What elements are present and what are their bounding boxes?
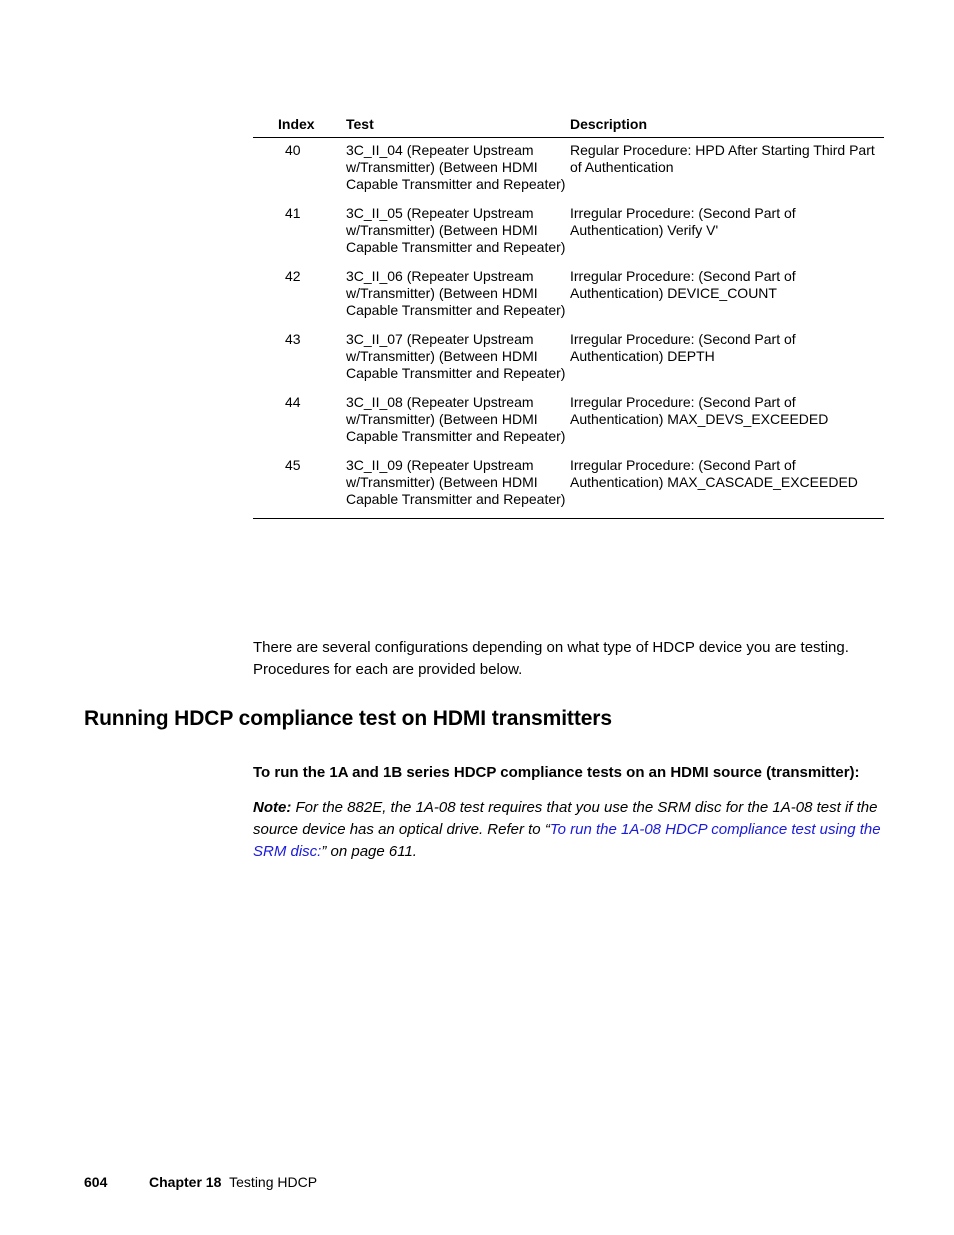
row-index: 40	[285, 142, 301, 158]
row-index: 45	[253, 457, 346, 519]
table-row	[253, 268, 884, 331]
test-table-container	[253, 114, 884, 519]
intro-paragraph: There are several configurations depending on what type of HDCP device you are testing. Procedures for each are provided below.	[253, 639, 849, 678]
row-index: 44	[285, 394, 301, 410]
chapter-title: Testing HDCP	[229, 1174, 318, 1190]
row-test: 3C_II_07 (Repeater Upstream w/Transmitter) (Between HDMI Capable Transmitter and Repeater)	[346, 331, 566, 381]
note-text-before: For the 882E, the 1A-08 test requires that you use the SRM disc for the 1A-08 test if the source device has an optical drive. Refer to “	[253, 799, 878, 838]
table-row	[253, 394, 884, 457]
row-test: 3C_II_04 (Repeater Upstream w/Transmitter) (Between HDMI Capable Transmitter and Repeater)	[346, 142, 566, 192]
table-row	[253, 331, 884, 394]
row-test: 3C_II_06 (Repeater Upstream w/Transmitter) (Between HDMI Capable Transmitter and Repeater)	[346, 268, 566, 318]
row-description: Irregular Procedure: (Second Part of Authentication) DEVICE_COUNT	[570, 268, 796, 301]
procedure-heading: To run the 1A and 1B series HDCP compliance tests on an HDMI source (transmitter):	[253, 764, 860, 781]
table-row	[253, 457, 884, 519]
header-description: Description	[570, 114, 884, 138]
row-test: 3C_II_08 (Repeater Upstream w/Transmitter) (Between HDMI Capable Transmitter and Repeater)	[346, 394, 566, 444]
note-label: Note:	[253, 799, 292, 816]
header-index: Index	[253, 114, 346, 138]
row-test: 3C_II_05 (Repeater Upstream w/Transmitter) (Between HDMI Capable Transmitter and Repeater)	[346, 205, 566, 255]
note-paragraph	[253, 797, 883, 863]
row-description: Regular Procedure: HPD After Starting Third Part of Authentication	[570, 142, 875, 175]
cross-reference-link[interactable]: To run the 1A-08 HDCP compliance test using the SRM disc:	[253, 821, 881, 860]
row-description: Irregular Procedure: (Second Part of Authentication) DEPTH	[570, 331, 796, 364]
row-test: 3C_II_09 (Repeater Upstream w/Transmitter) (Between HDMI Capable Transmitter and Repeater)	[346, 457, 570, 519]
header-test: Test	[346, 114, 570, 138]
section-heading: Running HDCP compliance test on HDMI transmitters	[84, 707, 612, 730]
table-header-row	[253, 114, 884, 138]
row-description: Irregular Procedure: (Second Part of Authentication) MAX_DEVS_EXCEEDED	[570, 394, 829, 427]
page-footer	[84, 1174, 317, 1190]
table-row	[253, 138, 884, 206]
row-index: 43	[285, 331, 301, 347]
row-index: 41	[285, 205, 301, 221]
row-description: Irregular Procedure: (Second Part of Authentication) Verify V'	[570, 205, 796, 238]
page-number: 604	[84, 1174, 108, 1190]
test-table	[253, 114, 884, 519]
row-description: Irregular Procedure: (Second Part of Authentication) MAX_CASCADE_EXCEEDED	[570, 457, 884, 519]
note-text-after: ” on page 611.	[321, 843, 417, 860]
table-row	[253, 205, 884, 268]
row-index: 42	[285, 268, 301, 284]
chapter-label: Chapter 18	[149, 1174, 222, 1190]
